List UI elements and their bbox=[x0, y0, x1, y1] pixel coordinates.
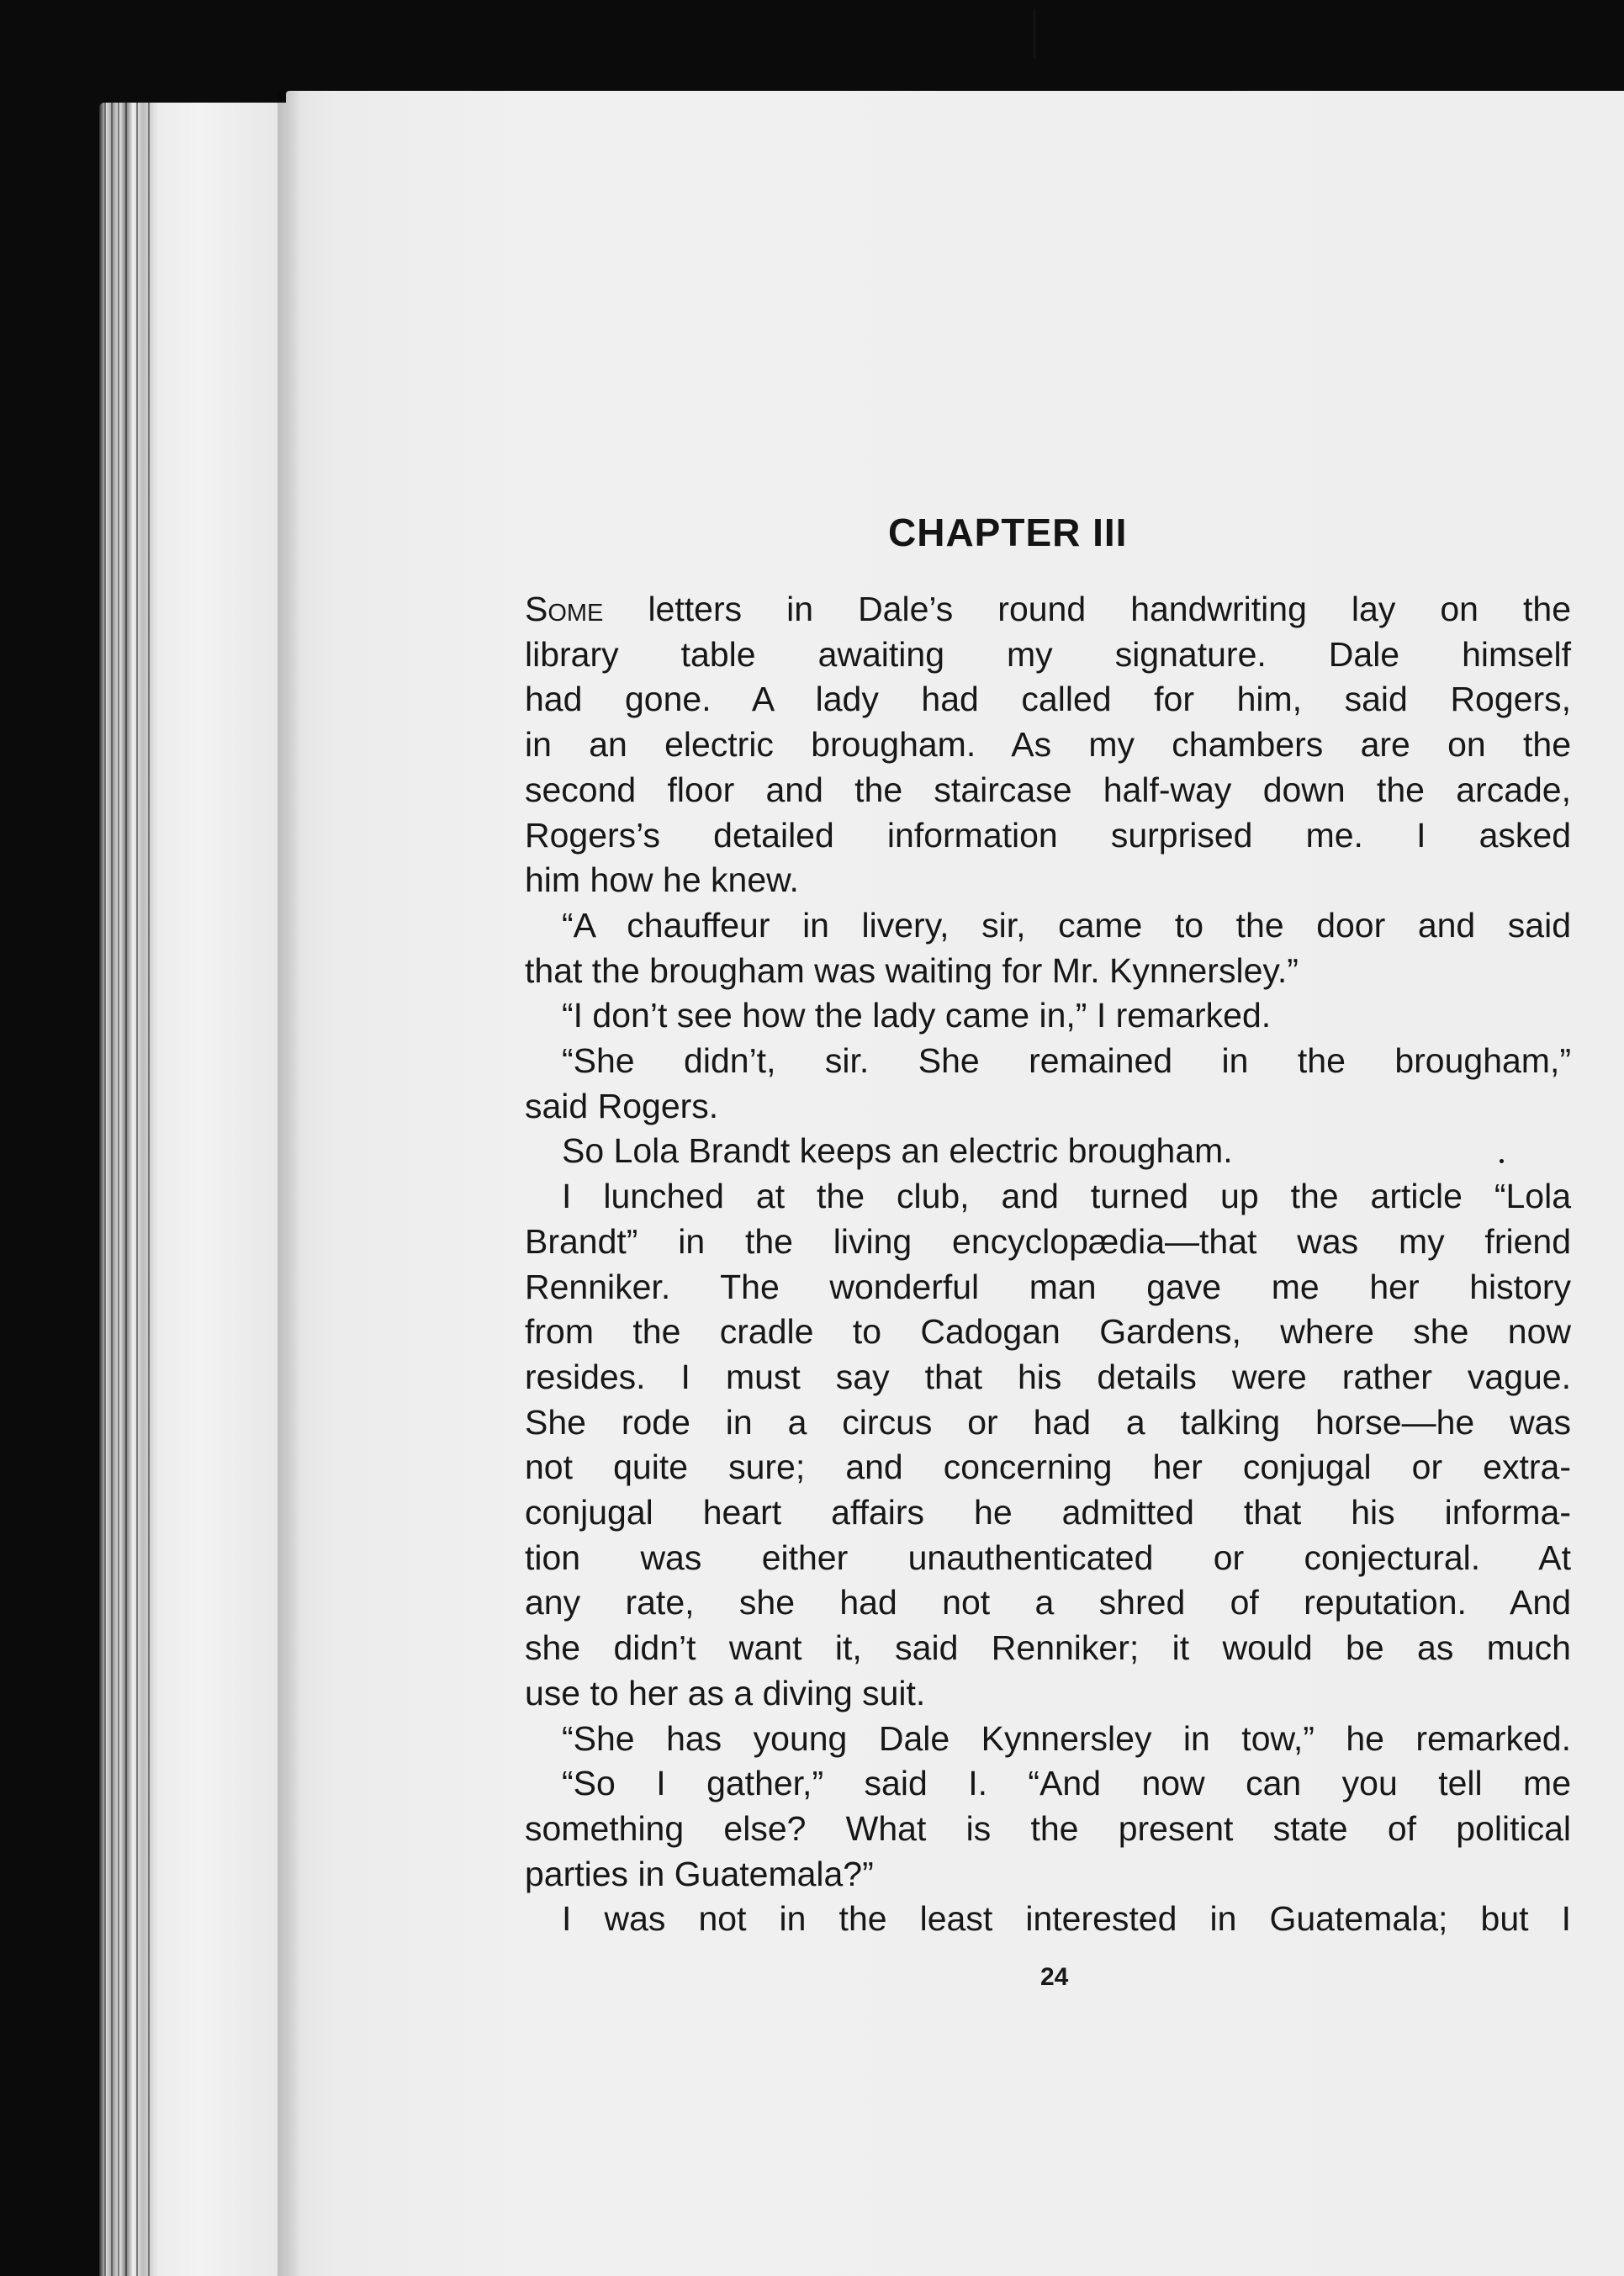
text-line: any rate, she had not a shred of reputation. And bbox=[525, 1583, 1571, 1622]
scan-artifact bbox=[1500, 1159, 1504, 1163]
text-line: use to her as a diving suit. bbox=[525, 1673, 926, 1712]
text-line: conjugal heart affairs he admitted that his informa- bbox=[525, 1493, 1571, 1532]
chapter-title: CHAPTER III bbox=[888, 511, 1128, 554]
text-line: Rogers’s detailed information surprised me. I asked bbox=[525, 815, 1571, 855]
edge-line bbox=[111, 103, 113, 2276]
text-line: Renniker. The wonderful man gave me her history bbox=[525, 1267, 1571, 1306]
text-line: tion was either unauthenticated or conjectural. At bbox=[525, 1538, 1571, 1577]
gutter-shadow bbox=[278, 91, 301, 2276]
text-line: second floor and the staircase half-way down the arcade, bbox=[525, 770, 1571, 809]
text-line: “I don’t see how the lady came in,” I remarked. bbox=[562, 996, 1272, 1035]
text-line: said Rogers. bbox=[525, 1086, 719, 1125]
text-line: So Lola Brandt keeps an electric brougham. bbox=[562, 1131, 1233, 1171]
text-line: resides. I must say that his details were rather vague. bbox=[525, 1357, 1571, 1396]
text-line: that the brougham was waiting for Mr. Kynnersley.” bbox=[525, 950, 1299, 990]
text-line: parties in Guatemala?” bbox=[525, 1854, 874, 1893]
text-line: in an electric brougham. As my chambers are on the bbox=[525, 725, 1571, 765]
text-line: from the cradle to Cadogan Gardens, where she now bbox=[525, 1312, 1571, 1352]
text-line: something else? What is the present state of political bbox=[525, 1808, 1571, 1848]
edge-line bbox=[118, 103, 119, 2276]
text-line: Brandt” in the living encyclopædia—that was my friend bbox=[525, 1221, 1571, 1261]
text-line: “So I gather,” said I. “And now can you tell me bbox=[562, 1764, 1571, 1803]
edge-line bbox=[148, 103, 150, 2276]
page-number: 24 bbox=[1040, 1963, 1069, 1991]
edge-line bbox=[136, 103, 138, 2276]
text-line: not quite sure; and concerning her conjugal or extra- bbox=[525, 1448, 1571, 1487]
text-line: Some letters in Dale’s round handwriting lay on the bbox=[525, 590, 1571, 628]
text-line: I was not in the least interested in Guatemala; but I bbox=[562, 1899, 1571, 1939]
page-edges bbox=[99, 103, 293, 2276]
text-line: “She didn’t, sir. She remained in the brougham,” bbox=[562, 1041, 1571, 1080]
text-line: him how he knew. bbox=[525, 860, 799, 900]
edge-line bbox=[104, 103, 106, 2276]
text-line: library table awaiting my signature. Dale himself bbox=[525, 634, 1571, 674]
text-line: “A chauffeur in livery, sir, came to the door and said bbox=[562, 905, 1571, 945]
text-line: she didn’t want it, said Renniker; it would be as much bbox=[525, 1628, 1571, 1668]
small-caps-opening: Some bbox=[525, 590, 604, 628]
text-line: She rode in a circus or had a talking horse—he was bbox=[525, 1402, 1571, 1442]
scan-artifact bbox=[1033, 8, 1036, 59]
edge-line bbox=[125, 103, 127, 2276]
text-line: “She has young Dale Kynnersley in tow,” he remarked. bbox=[562, 1718, 1571, 1758]
text-line: had gone. A lady had called for him, said Rogers, bbox=[525, 680, 1571, 719]
text-line: I lunched at the club, and turned up the article “Lola bbox=[562, 1177, 1571, 1216]
